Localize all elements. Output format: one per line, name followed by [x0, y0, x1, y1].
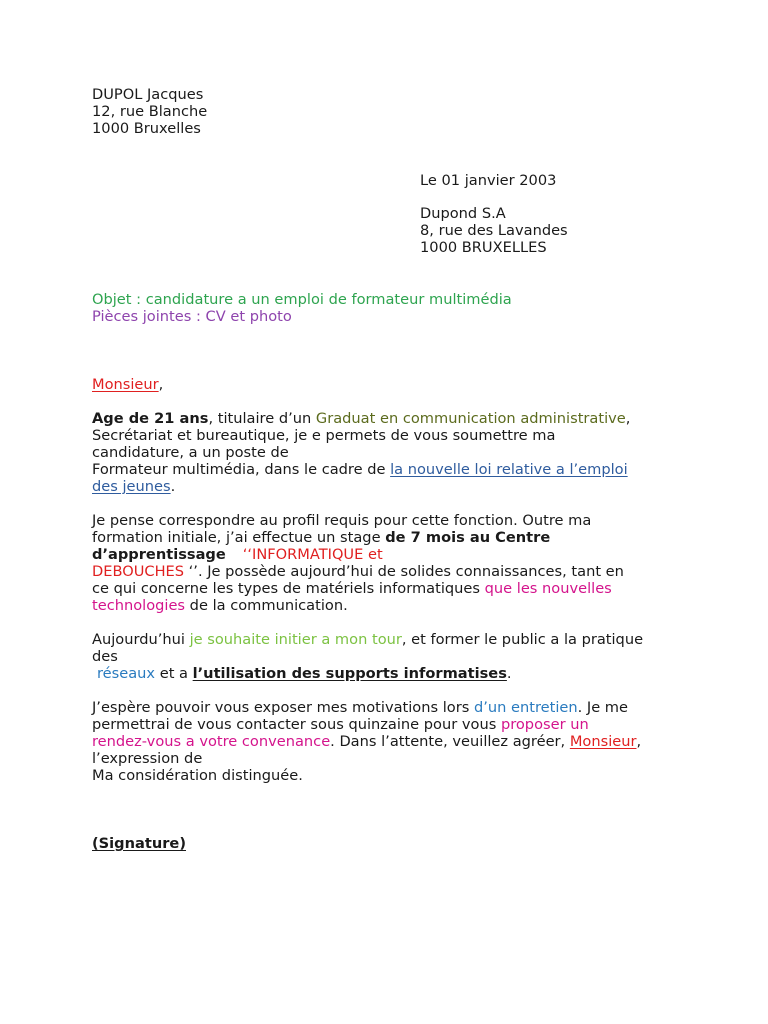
paragraph-4: J’espère pouvoir vous exposer mes motivations lors d’un entretien. Je me permettrai de vous contacter sous quinzaine pour vous proposer un rendez-vous a votre convenance. Dans l’attente, veuillez agréer, Monsieur, l’expression de Ma considération distinguée. [92, 699, 642, 784]
recipient-street: 8, rue des Lavandes [420, 222, 568, 239]
paragraph-2: Je pense correspondre au profil requis pour cette fonction. Outre ma formation initiale, j’ai effectue un stage de 7 mois au Centre d’apprentissage ‘‘INFORMATIQUE et DEBOUCHES ‘’. Je possède aujourd’hui de solides connaissances, tant en ce qui concerne les types de matériels informatiques que les nouvelles technologies de la communication. [92, 512, 624, 614]
paragraph-1: Age de 21 ans, titulaire d’un Graduat en communication administrative, Secrétariat et bureautique, je e permets de vous soumettre ma candidature, a un poste de Formateur multimédia, dans le cadre de la nouvelle loi relative a l’emploi des jeunes. [92, 410, 631, 495]
subject-block [92, 291, 512, 325]
subject-line: Objet : candidature a un emploi de formateur multimédia [92, 291, 512, 308]
salutation-word: Monsieur [92, 376, 159, 393]
sender-address [92, 86, 207, 137]
law-link-part-1[interactable]: la nouvelle loi relative a l’emploi [390, 461, 628, 478]
signature: (Signature) [92, 835, 186, 852]
sender-city: 1000 Bruxelles [92, 120, 201, 137]
recipient-company: Dupond S.A [420, 205, 506, 222]
recipient-address [420, 205, 568, 256]
sender-street: 12, rue Blanche [92, 103, 208, 120]
attachments-line: Pièces jointes : CV et photo [92, 308, 292, 325]
letter-date: Le 01 janvier 2003 [420, 172, 557, 189]
graduat-text: Graduat en communication administrative [315, 410, 626, 427]
age-text: Age de 21 ans [92, 410, 209, 427]
sender-name: DUPOL Jacques [92, 86, 204, 103]
law-link-part-2[interactable]: des jeunes [92, 478, 171, 495]
recipient-city: 1000 BRUXELLES [420, 239, 547, 256]
salutation: Monsieur, [92, 376, 164, 393]
paragraph-3: Aujourdu’hui je souhaite initier a mon tour, et former le public a la pratique des réseaux et a l’utilisation des supports informatises. [92, 631, 644, 682]
